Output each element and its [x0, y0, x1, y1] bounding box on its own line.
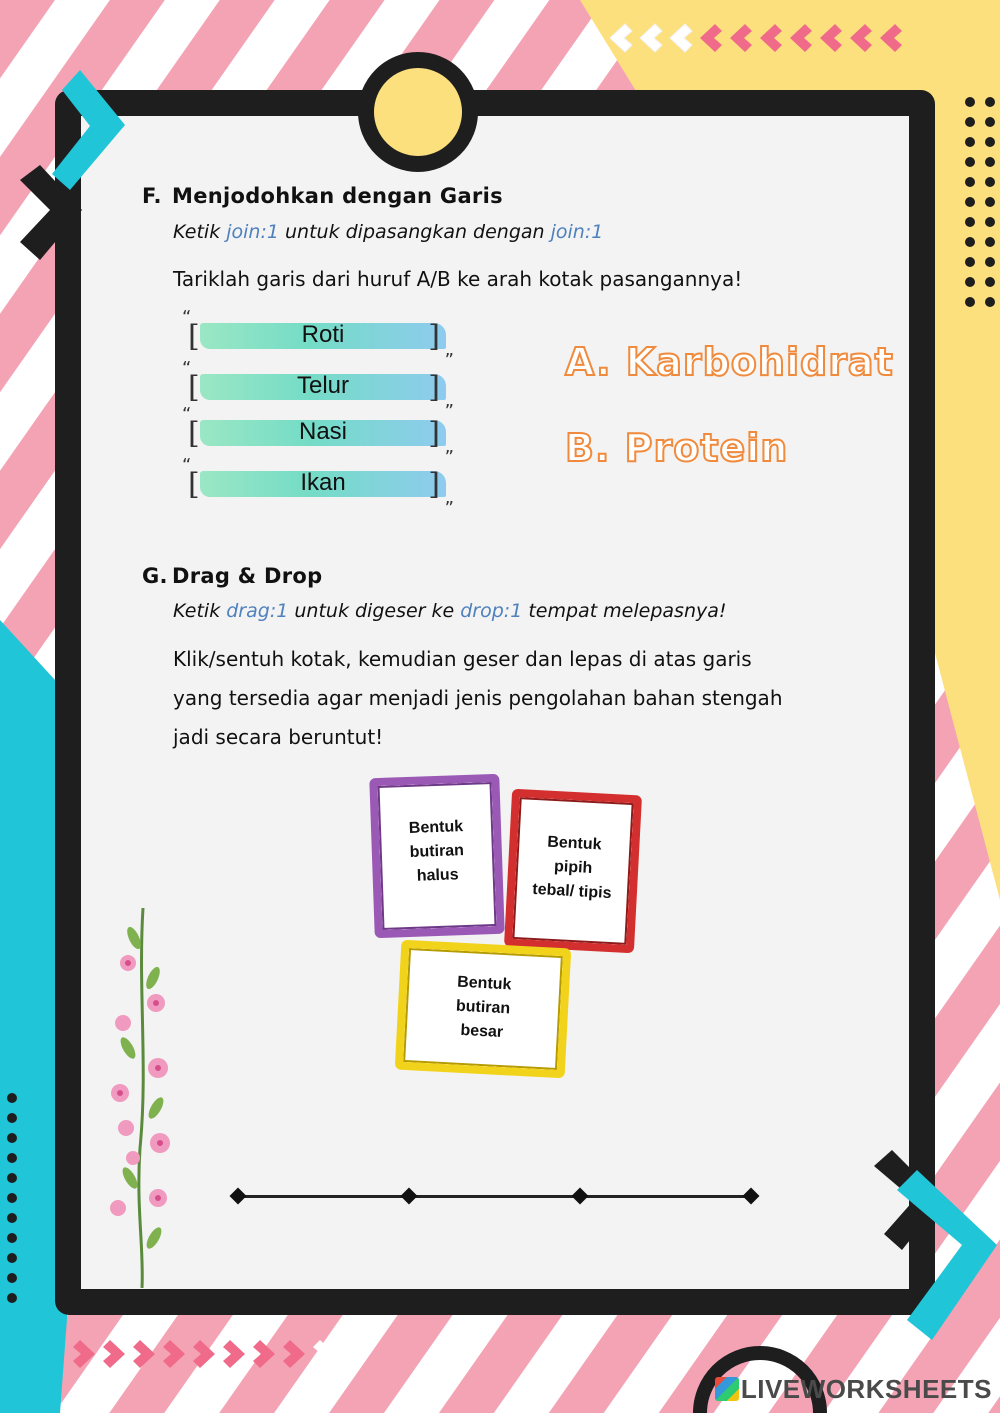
section-f-heading [142, 184, 503, 208]
quote-mark: ” [444, 350, 454, 371]
instruction-text: Ketik [173, 221, 227, 243]
drag-card-butiran-halus[interactable] [369, 774, 505, 938]
card-line: pipih [553, 858, 593, 877]
bracket-left: [ [188, 416, 200, 451]
keyword-join: join:1 [226, 221, 279, 243]
keyword-drag: drag:1 [226, 600, 289, 622]
liveworksheets-logo[interactable] [715, 1374, 992, 1405]
section-f-instruction [173, 221, 603, 243]
instruction-text: untuk digeser ke [288, 600, 461, 622]
brand-logo-icon [715, 1377, 739, 1401]
quote-mark: “ [182, 307, 192, 328]
top-circle-decoration [358, 52, 478, 172]
match-item-ikan[interactable] [182, 455, 462, 519]
card-text [453, 951, 513, 1068]
card-text [407, 783, 466, 929]
instruction-text: untuk dipasangkan dengan [278, 221, 551, 243]
section-g-number: G. [142, 564, 168, 588]
drop-timeline [238, 1195, 750, 1198]
card-line: butiran [455, 997, 511, 1018]
match-item-roti[interactable] [182, 307, 462, 371]
card-text [530, 798, 616, 944]
section-g-instruction [173, 600, 727, 622]
match-item-label: Roti [301, 321, 345, 348]
bracket-right: ] [428, 370, 440, 405]
section-f-title: Menjodohkan dengan Garis [172, 184, 503, 208]
keyword-drop: drop:1 [460, 600, 523, 622]
option-b-protein[interactable]: B. Protein [565, 426, 789, 470]
quote-mark: ” [444, 447, 454, 468]
instruction-text: tempat melepasnya! [522, 600, 727, 622]
task-line: yang tersedia agar menjadi jenis pengolahan bahan stengah [173, 686, 783, 710]
section-f-number: F. [142, 184, 162, 208]
match-item-label: Ikan [300, 469, 346, 496]
bracket-left: [ [188, 370, 200, 405]
drag-card-butiran-besar[interactable] [395, 940, 572, 1079]
section-f-task: Tariklah garis dari huruf A/B ke arah kotak pasangannya! [173, 267, 743, 291]
brand-name: LIVEWORKSHEETS [740, 1374, 992, 1404]
option-a-karbohidrat[interactable]: A. Karbohidrat [565, 340, 894, 384]
card-line: Bentuk [456, 973, 512, 994]
cyan-chevron-bottom-right [862, 1150, 1000, 1350]
task-line: Klik/sentuh kotak, kemudian geser dan lepas di atas garis [173, 647, 752, 671]
card-line: Bentuk [408, 818, 464, 837]
bracket-right: ] [428, 319, 440, 354]
match-item-telur[interactable] [182, 358, 462, 422]
quote-mark: “ [182, 358, 192, 379]
quote-mark: ” [444, 401, 454, 422]
flower-branch-illustration [98, 908, 188, 1288]
instruction-text: Ketik [173, 600, 227, 622]
card-line: besar [460, 1021, 504, 1042]
card-line: butiran [409, 842, 465, 861]
section-g-heading [142, 564, 322, 588]
bracket-right: ] [428, 467, 440, 502]
match-item-label: Telur [296, 372, 350, 399]
section-g-task [173, 640, 783, 757]
section-g-title: Drag & Drop [172, 564, 323, 588]
bracket-left: [ [188, 467, 200, 502]
card-line: halus [416, 866, 459, 885]
match-item-label: Nasi [298, 418, 347, 445]
card-line: Bentuk [546, 833, 602, 854]
drag-card-pipih-tebal-tipis[interactable] [504, 789, 642, 954]
quote-mark: “ [182, 404, 192, 425]
match-item-nasi[interactable] [182, 404, 462, 468]
task-line: jadi secara beruntut! [173, 725, 384, 749]
bracket-left: [ [188, 319, 200, 354]
card-line: tebal/ tipis [531, 880, 612, 903]
cyan-chevron-top-left [20, 70, 140, 260]
bracket-right: ] [428, 416, 440, 451]
keyword-join: join:1 [550, 221, 604, 243]
quote-mark: “ [182, 455, 192, 476]
quote-mark: ” [444, 498, 454, 519]
